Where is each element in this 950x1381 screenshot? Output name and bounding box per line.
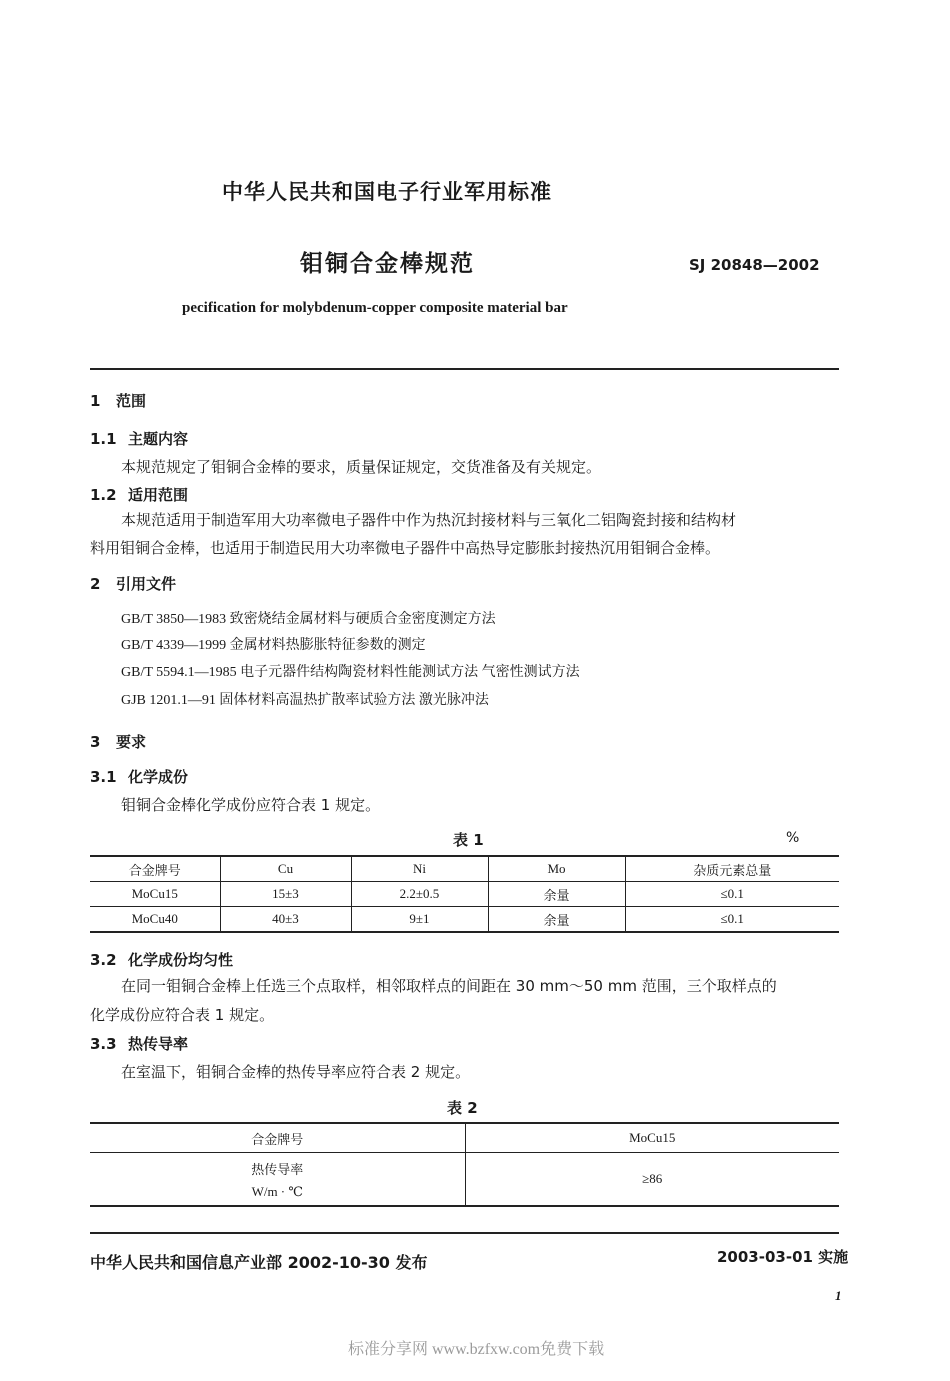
table-cell: 余量 (488, 907, 625, 933)
section-3-3-body: 在室温下，钼铜合金棒的热传导率应符合表 2 规定。 (121, 1063, 471, 1081)
section-1-2-body-line2: 料用钼铜合金棒，也适用于制造民用大功率微电子器件中高热导定膨胀封接热沉用钼铜合金棒。 (90, 539, 721, 557)
table-1-caption: 表 1 (453, 831, 484, 849)
table-row (90, 882, 839, 907)
issuer-line: 中华人民共和国信息产业部 2002-10-30 发布 (90, 1253, 428, 1272)
table-1 (90, 855, 839, 933)
section-3-2-body-line1: 在同一钼铜合金棒上任选三个点取样，相邻取样点的间距在 30 mm～50 mm 范围，三个取样点的 (121, 977, 777, 995)
section-2-heading (90, 573, 176, 594)
section-title: 热传导率 (128, 1035, 189, 1053)
table-row (90, 1153, 839, 1207)
section-1-heading (90, 390, 146, 411)
section-1-2-body-line1: 本规范适用于制造军用大功率微电子器件中作为热沉封接材料与三氧化二铝陶瓷封接和结构材 (121, 511, 737, 529)
standard-type-heading: 中华人民共和国电子行业军用标准 (222, 180, 552, 204)
section-3-heading (90, 731, 146, 752)
table-cell: MoCu40 (90, 907, 220, 933)
section-number: 1 (90, 392, 101, 410)
column-header: Cu (220, 856, 351, 882)
table-cell: 2.2±0.5 (351, 882, 488, 907)
table-cell: ≥86 (465, 1153, 839, 1207)
column-header: Mo (488, 856, 625, 882)
table-cell: 15±3 (220, 882, 351, 907)
column-header: 合金牌号 (90, 856, 220, 882)
section-title: 主题内容 (128, 430, 189, 448)
table-1-unit: % (786, 830, 800, 846)
table-header-row (90, 856, 839, 882)
table-row (90, 907, 839, 933)
section-1-1-heading (90, 428, 188, 449)
section-number: 2 (90, 575, 101, 593)
section-title: 化学成份均匀性 (128, 951, 234, 969)
table-2-caption: 表 2 (447, 1099, 478, 1117)
column-header: Ni (351, 856, 488, 882)
watermark: 标准分享网 www.bzfxw.com免费下载 (348, 1341, 605, 1358)
section-number: 1.1 (90, 430, 117, 448)
row-label-line: 热传导率 (251, 1161, 304, 1177)
table-cell: MoCu15 (90, 882, 220, 907)
footer-divider (90, 1232, 839, 1234)
standard-code: SJ 20848—2002 (689, 256, 820, 274)
table-header-row (90, 1123, 839, 1153)
table-2 (90, 1122, 839, 1207)
effective-date: 2003-03-01 实施 (717, 1248, 849, 1266)
column-header: 杂质元素总量 (625, 856, 839, 882)
section-title: 适用范围 (128, 486, 189, 504)
column-header: MoCu15 (465, 1123, 839, 1153)
row-label-unit: W/m · ℃ (251, 1183, 303, 1199)
table-cell: ≤0.1 (625, 907, 839, 933)
table-cell: ≤0.1 (625, 882, 839, 907)
section-3-2-body-line2: 化学成份应符合表 1 规定。 (90, 1006, 275, 1024)
section-3-2-heading (90, 949, 233, 970)
reference-item: GB/T 3850—1983 致密烧结金属材料与硬质合金密度测定方法 (121, 612, 496, 627)
english-title: pecification for molybdenum-copper composite material bar (182, 300, 568, 316)
section-1-2-heading (90, 484, 188, 505)
section-title: 化学成份 (128, 768, 189, 786)
reference-item: GB/T 5594.1—1985 电子元器件结构陶瓷材料性能测试方法 气密性测试方法 (121, 665, 580, 680)
table-cell: 40±3 (220, 907, 351, 933)
document-title: 钼铜合金棒规范 (300, 251, 475, 277)
section-1-1-body: 本规范规定了钼铜合金棒的要求，质量保证规定，交货准备及有关规定。 (121, 458, 602, 476)
page-number: 1 (835, 1288, 842, 1303)
section-number: 3.2 (90, 951, 117, 969)
section-title: 引用文件 (116, 575, 177, 593)
section-3-1-heading (90, 766, 188, 787)
reference-item: GJB 1201.1—91 固体材料高温热扩散率试验方法 激光脉冲法 (121, 693, 489, 708)
section-title: 要求 (116, 733, 147, 751)
section-title: 范围 (116, 392, 147, 410)
section-number: 3.3 (90, 1035, 117, 1053)
table-cell: 9±1 (351, 907, 488, 933)
section-number: 1.2 (90, 486, 117, 504)
table-cell (90, 1153, 465, 1207)
reference-item: GB/T 4339—1999 金属材料热膨胀特征参数的测定 (121, 638, 426, 653)
section-3-1-body: 钼铜合金棒化学成份应符合表 1 规定。 (121, 796, 381, 814)
table-cell: 余量 (488, 882, 625, 907)
section-3-3-heading (90, 1033, 188, 1054)
section-number: 3.1 (90, 768, 117, 786)
section-number: 3 (90, 733, 101, 751)
column-header: 合金牌号 (90, 1123, 465, 1153)
header-divider (90, 368, 839, 370)
